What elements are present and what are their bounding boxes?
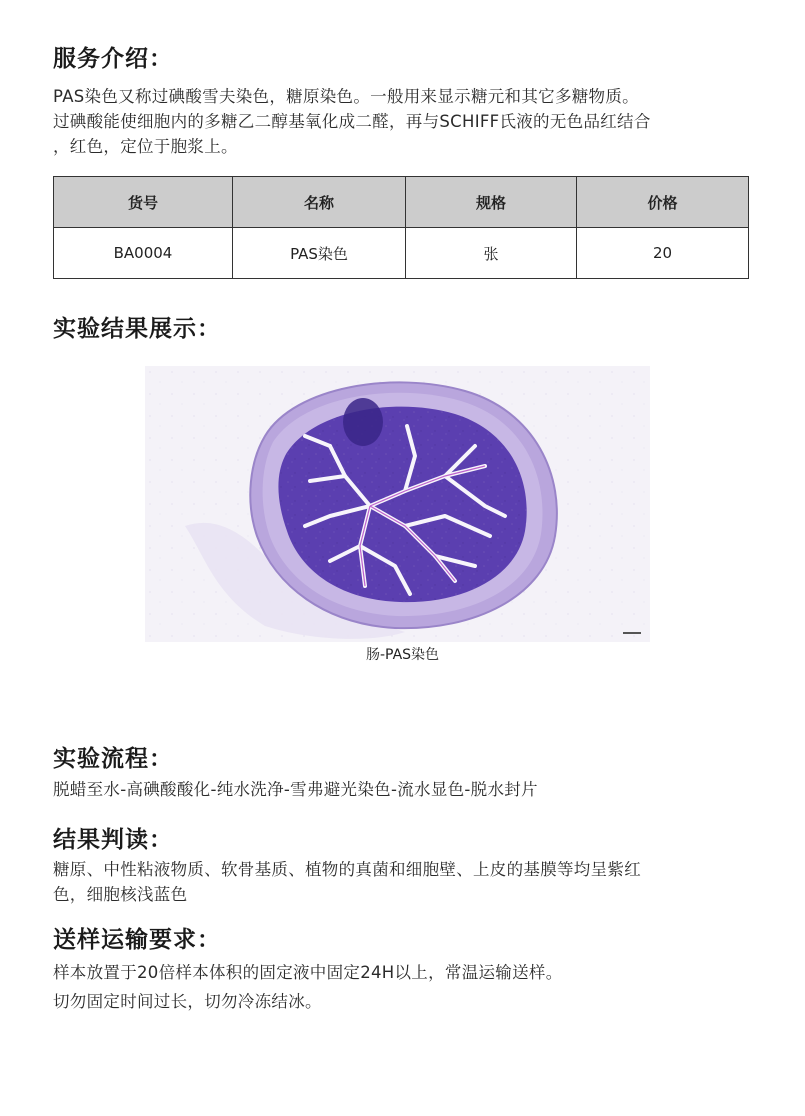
cell-item-number: BA0004 <box>54 228 233 279</box>
results-title: 实验结果展示： <box>53 316 221 342</box>
scale-bar <box>623 632 641 634</box>
interpretation-line: 色，细胞核浅蓝色 <box>53 885 188 904</box>
header-name: 名称 <box>233 177 406 228</box>
service-line: 过碘酸能使细胞内的多糖乙二醇基氧化成二醛，再与SCHIFF氏液的无色品红结合 <box>53 112 651 131</box>
lymphoid-nodule <box>343 398 383 446</box>
cell-price: 20 <box>577 228 749 279</box>
table-header-row <box>54 177 749 228</box>
price-table <box>53 176 749 279</box>
shipping-title: 送样运输要求： <box>53 927 221 953</box>
cell-name: PAS染色 <box>233 228 406 279</box>
service-description <box>53 84 758 159</box>
cell-spec: 张 <box>406 228 577 279</box>
shipping-text <box>53 958 758 1016</box>
shipping-line: 样本放置于20倍样本体积的固定液中固定24H以上，常温运输送样。 <box>53 963 563 982</box>
interpretation-text <box>53 857 758 907</box>
service-line: PAS染色又称过碘酸雪夫染色，糖原染色。一般用来显示糖元和其它多糖物质。 <box>53 87 639 106</box>
interpretation-title: 结果判读： <box>53 827 173 853</box>
header-spec: 规格 <box>406 177 577 228</box>
intestine-pas-micrograph <box>145 366 650 642</box>
interpretation-line: 糖原、中性粘液物质、软骨基质、植物的真菌和细胞壁、上皮的基膜等均呈紫红 <box>53 860 641 879</box>
procedure-text: 脱蜡至水-高碘酸酸化-纯水洗净-雪弗避光染色-流水显色-脱水封片 <box>53 780 538 799</box>
header-item-number: 货号 <box>54 177 233 228</box>
figure-caption: 肠-PAS染色 <box>365 647 440 663</box>
table-row <box>54 228 749 279</box>
header-price: 价格 <box>577 177 749 228</box>
service-title: 服务介绍： <box>53 46 173 72</box>
procedure-title: 实验流程： <box>53 746 173 772</box>
shipping-line: 切勿固定时间过长，切勿冷冻结冰。 <box>53 992 322 1011</box>
service-line: ，红色，定位于胞浆上。 <box>53 137 238 156</box>
